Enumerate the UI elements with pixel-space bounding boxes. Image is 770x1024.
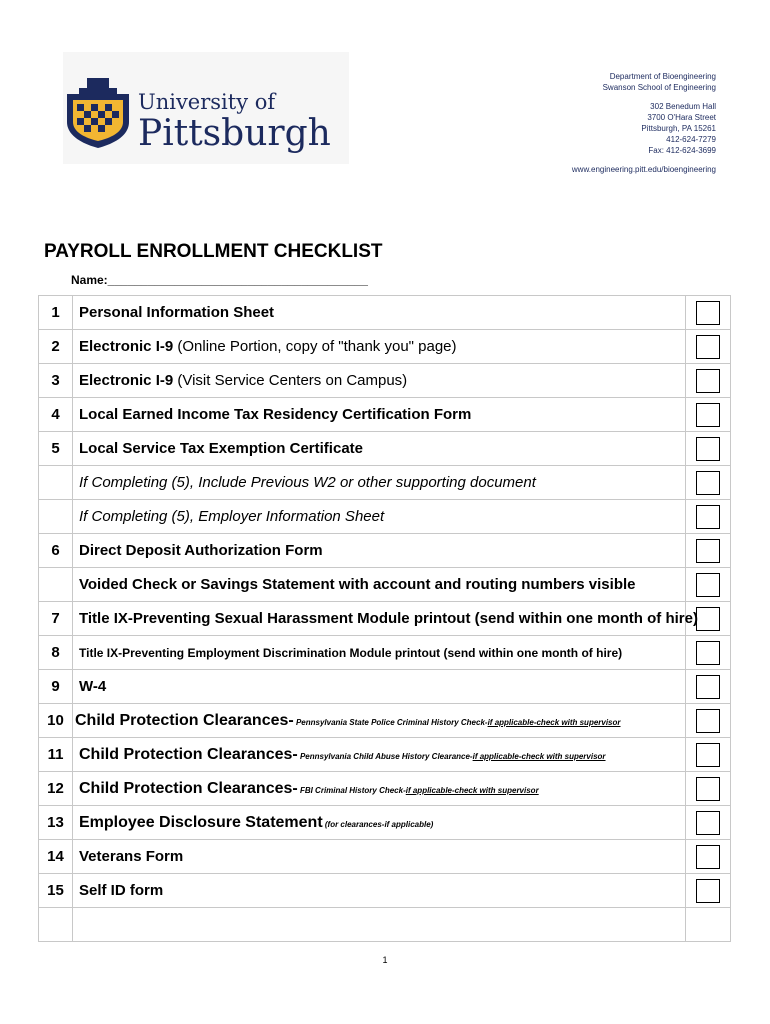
row-number: 12: [39, 772, 73, 806]
row-number: 7: [39, 602, 73, 636]
page-number: 1: [382, 955, 388, 965]
checklist-row: [39, 568, 731, 602]
row-checkbox-cell: [686, 806, 731, 840]
department-address: [456, 71, 716, 175]
row-number: [39, 466, 73, 500]
row-label: Electronic I-9 (Online Portion, copy of "thank you" page): [73, 330, 686, 364]
university-wordmark: [138, 90, 331, 154]
university-logo: [63, 52, 349, 164]
address-line: 302 Benedum Hall: [650, 102, 716, 111]
row-number: 5: [39, 432, 73, 466]
checkbox[interactable]: [696, 369, 720, 393]
row-checkbox-cell: [686, 636, 731, 670]
checkbox[interactable]: [696, 471, 720, 495]
row-number: 9: [39, 670, 73, 704]
row-number: 3: [39, 364, 73, 398]
row-checkbox-cell: [686, 704, 731, 738]
row-number: 13: [39, 806, 73, 840]
row-label: [73, 908, 686, 942]
name-field[interactable]: Name:_______________________________________: [71, 273, 368, 287]
page-title: PAYROLL ENROLLMENT CHECKLIST: [44, 241, 383, 262]
row-checkbox-cell: [686, 364, 731, 398]
row-label: Self ID form: [73, 874, 686, 908]
address-line: Fax: 412-624-3699: [648, 146, 716, 155]
row-label: Child Protection Clearances- FBI Criminal History Check-if applicable-check with supervisor: [73, 772, 686, 806]
address-line: Department of Bioengineering: [609, 72, 716, 81]
checkbox[interactable]: [696, 811, 720, 835]
row-checkbox-cell: [686, 568, 731, 602]
checkbox[interactable]: [696, 709, 720, 733]
row-label: Title IX-Preventing Sexual Harassment Module printout (send within one month of hire): [73, 602, 686, 636]
row-label: Employee Disclosure Statement (for clearances-if applicable): [73, 806, 686, 840]
checklist-row: [39, 602, 731, 636]
checkbox[interactable]: [696, 675, 720, 699]
wordmark-line1: University of: [138, 90, 276, 114]
row-label: Voided Check or Savings Statement with account and routing numbers visible: [73, 568, 686, 602]
checkbox[interactable]: [696, 777, 720, 801]
checkbox[interactable]: [696, 607, 720, 631]
row-label: If Completing (5), Employer Information Sheet: [73, 500, 686, 534]
row-label: W-4: [73, 670, 686, 704]
row-checkbox-cell: [686, 330, 731, 364]
row-number: 8: [39, 636, 73, 670]
checkbox[interactable]: [696, 335, 720, 359]
checkbox[interactable]: [696, 573, 720, 597]
address-line: Pittsburgh, PA 15261: [641, 124, 716, 133]
checklist-row: [39, 466, 731, 500]
row-checkbox-cell: [686, 840, 731, 874]
checklist-row: [39, 296, 731, 330]
checklist-row: [39, 636, 731, 670]
row-checkbox-cell: [686, 874, 731, 908]
checklist-row: [39, 908, 731, 942]
row-number: 4: [39, 398, 73, 432]
row-label: Local Service Tax Exemption Certificate: [73, 432, 686, 466]
row-checkbox-cell: [686, 670, 731, 704]
row-number: 11: [39, 738, 73, 772]
website-link[interactable]: www.engineering.pitt.edu/bioengineering: [571, 165, 716, 174]
row-label: Direct Deposit Authorization Form: [73, 534, 686, 568]
row-checkbox-cell: [686, 432, 731, 466]
checkbox[interactable]: [696, 743, 720, 767]
row-label: Title IX-Preventing Employment Discrimination Module printout (send within one month of hire): [73, 636, 686, 670]
address-line: 3700 O'Hara Street: [647, 113, 716, 122]
row-number: [39, 908, 73, 942]
checklist-row: [39, 670, 731, 704]
row-label: Local Earned Income Tax Residency Certification Form: [73, 398, 686, 432]
row-checkbox-cell: [686, 500, 731, 534]
crest-icon: [65, 78, 131, 148]
checklist-row: [39, 398, 731, 432]
checklist-row: [39, 840, 731, 874]
row-checkbox-cell: [686, 466, 731, 500]
row-number: [39, 500, 73, 534]
checkbox[interactable]: [696, 505, 720, 529]
row-label: If Completing (5), Include Previous W2 or other supporting document: [73, 466, 686, 500]
row-checkbox-cell: [686, 398, 731, 432]
wordmark-line2: Pittsburgh: [138, 113, 331, 154]
checklist-table: [38, 295, 731, 942]
row-label: Veterans Form: [73, 840, 686, 874]
checklist-row: [39, 534, 731, 568]
row-number: 15: [39, 874, 73, 908]
checklist-row: [39, 874, 731, 908]
row-number: 14: [39, 840, 73, 874]
checkbox[interactable]: [696, 641, 720, 665]
row-checkbox-cell: [686, 738, 731, 772]
row-number: 1: [39, 296, 73, 330]
row-label: Child Protection Clearances- Pennsylvania Child Abuse History Clearance-if applicable-check with supervisor: [73, 738, 686, 772]
checkbox[interactable]: [696, 539, 720, 563]
row-label: Electronic I-9 (Visit Service Centers on Campus): [73, 364, 686, 398]
checklist-row: [39, 738, 731, 772]
checklist-row: [39, 432, 731, 466]
row-number: 2: [39, 330, 73, 364]
row-number: 6: [39, 534, 73, 568]
checklist-row: [39, 330, 731, 364]
row-label: Personal Information Sheet: [73, 296, 686, 330]
row-number: [39, 568, 73, 602]
checklist-row: [39, 772, 731, 806]
row-checkbox-cell: [686, 908, 731, 942]
address-line: 412-624-7279: [666, 135, 716, 144]
checkbox[interactable]: [696, 301, 720, 325]
checklist-row: [39, 806, 731, 840]
row-number: 10: [39, 704, 73, 738]
checkbox[interactable]: [696, 845, 720, 869]
checkbox[interactable]: [696, 437, 720, 461]
checklist-row: [39, 704, 731, 738]
checkbox[interactable]: [696, 879, 720, 903]
row-checkbox-cell: [686, 772, 731, 806]
row-checkbox-cell: [686, 296, 731, 330]
checklist-row: [39, 364, 731, 398]
checklist-row: [39, 500, 731, 534]
row-checkbox-cell: [686, 534, 731, 568]
address-line: Swanson School of Engineering: [602, 83, 716, 92]
row-label: Child Protection Clearances- Pennsylvania State Police Criminal History Check-if applicable-check with supervisor: [73, 704, 686, 738]
checkbox[interactable]: [696, 403, 720, 427]
